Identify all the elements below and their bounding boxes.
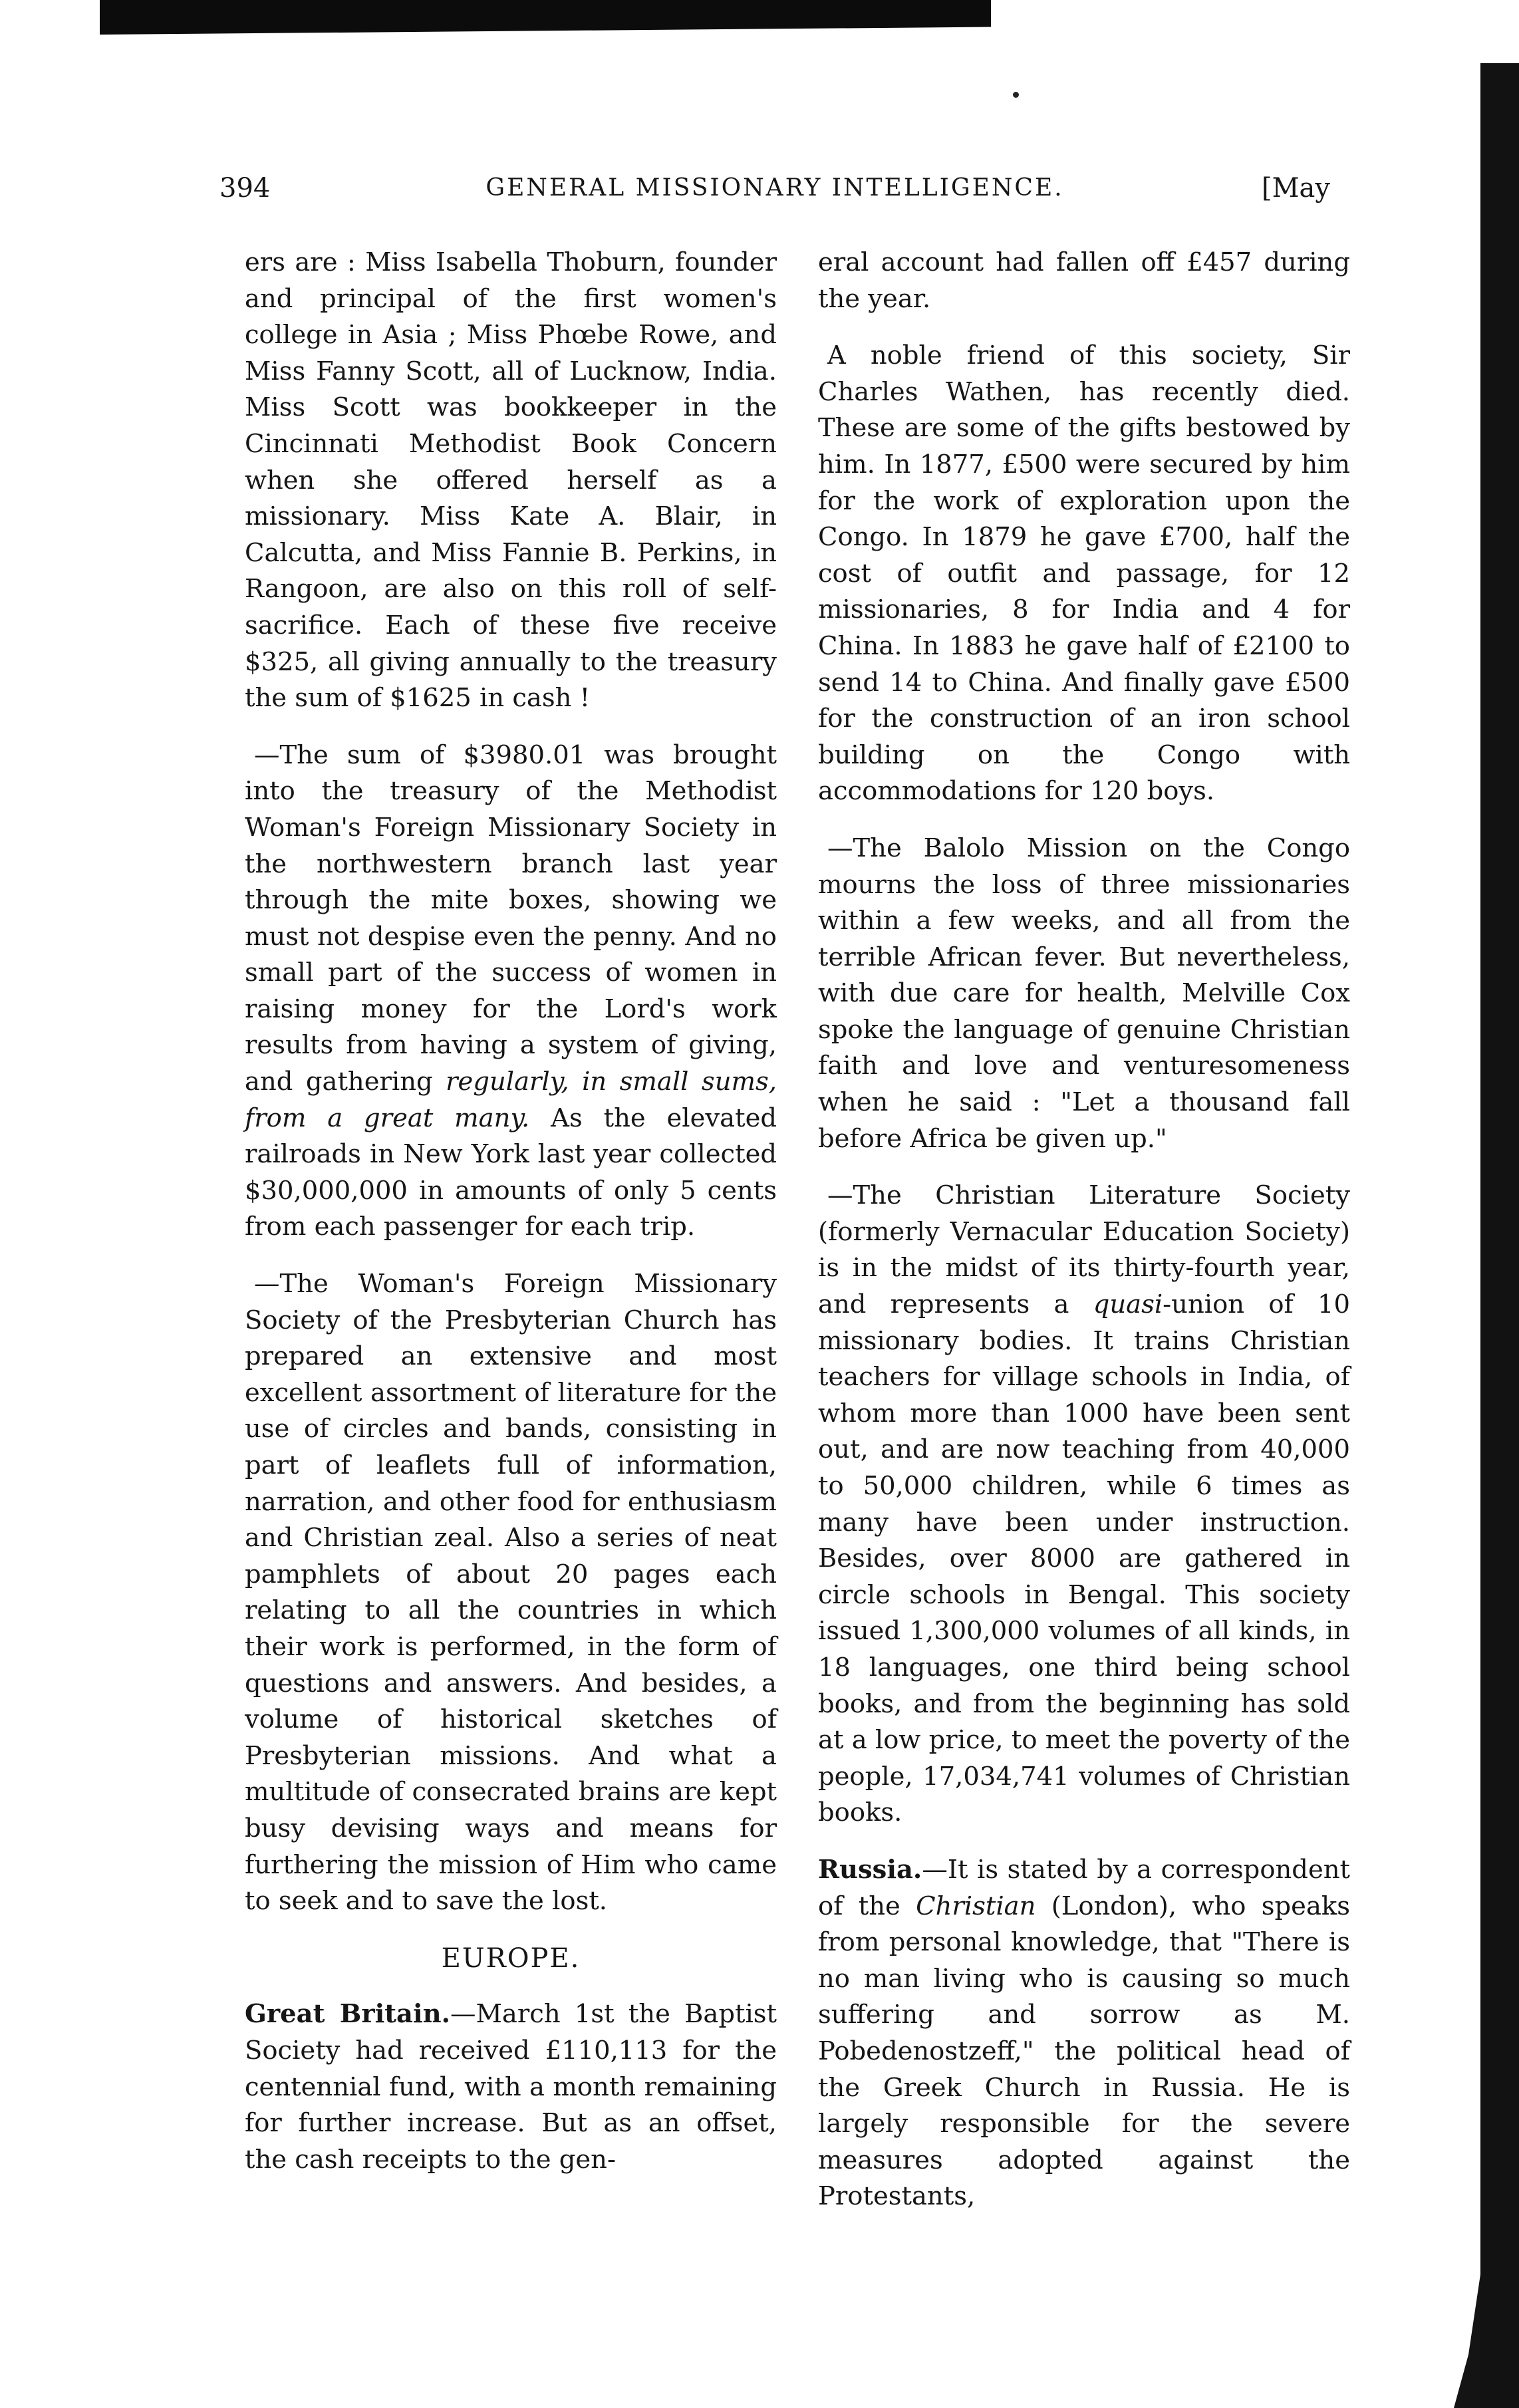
emphasis-run: Christian	[916, 1891, 1036, 1921]
paragraph-great-britain	[245, 1996, 777, 2178]
right-column	[818, 245, 1350, 2236]
running-month: [May	[1261, 173, 1330, 203]
text-run: -union of 10 missionary bodies. It trains Christian teachers for village schools in India, of whom more than 1000 have been sent out, and are now teaching from 40,000 to 50,000 children, while 6 times as many have been under instruction. Besides, over 8000 are gathered in circle schools in Bengal. This society issued 1,300,000 volumes of all kinds, in 18 languages, one third being school books, and from the beginning has sold at a low price, to meet the poverty of the people, 17,034,741 volumes of Christian books.	[818, 1289, 1350, 1828]
scan-binding-shadow	[1480, 63, 1519, 2408]
paragraph-presbyterian-literature: —The Woman's Foreign Missionary Society of the Presbyterian Church has prepared an extensive and most excellent assortment of literature for the use of circles and bands, consisting in part of leaflets full of information, narration, and other food for enthusiasm and Christian zeal. Also a series of neat pamphlets of about 20 pages each relating to all the countries in which their work is performed, in the form of questions and answers. And besides, a volume of historical sketches of Presbyterian missions. And what a multitude of consecrated brains are kept busy devising ways and means for furthering the mission of Him who came to seek and to save the lost.	[245, 1269, 777, 1917]
emphasis-run: regularly, in small sums, from a great many.	[245, 1067, 777, 1133]
paragraph-balolo-mission: —The Balolo Mission on the Congo mourns the loss of three missionaries within a few weeks, and all from the terrible African fever. But nevertheless, with due care for health, Melville Cox spoke the language of genuine Christian faith and love and venturesomeness when he said : "Let a thousand fall before Africa be given up."	[818, 833, 1350, 1154]
left-column	[245, 245, 777, 2199]
text-run: —The sum of $3980.01 was brought into the treasury of the Methodist Woman's Foreign Missionary Society in the northwestern branch last year through the mite boxes, showing we must not despise even the penny. And no small part of the success of women in raising money for the Lord's work results from having a system of giving, and gathering	[245, 739, 777, 1097]
section-heading-europe: EUROPE.	[441, 1942, 581, 1974]
paragraph-mite-boxes	[245, 737, 777, 1246]
text-run: —The Christian Literature Society (formerly Vernacular Education Society) is in the midst of its thirty-fourth year, and represents a	[818, 1180, 1350, 1320]
run-in-heading: Russia.	[818, 1854, 922, 1885]
text-run: —It is stated by a correspondent of the	[818, 1854, 1350, 1921]
paragraph-christian-literature-society	[818, 1178, 1350, 1831]
text-run: As the elevated railroads in New York last year collected $30,000,000 in amounts of only 5 cents from each passenger for each trip.	[245, 1103, 777, 1242]
page-number: 394	[219, 173, 271, 203]
run-in-heading: Great Britain.	[245, 1999, 450, 2030]
running-title: GENERAL MISSIONARY INTELLIGENCE.	[485, 174, 1064, 201]
paragraph-sir-charles-wathen: A noble friend of this society, Sir Charles Wathen, has recently died. These are some of the gifts bestowed by him. In 1877, £500 were secured by him for the work of exploration upon the Congo. In 1879 he gave £700, half the cost of outfit and passage, for 12 missionaries, 8 for India and 4 for China. In 1883 he gave half of £2100 to send 14 to China. And finally gave £500 for the construction of an iron school building on the Congo with accommodations for 120 boys.	[818, 340, 1350, 807]
paragraph-russia	[818, 1852, 1350, 2215]
text-run: (London), who speaks from personal knowledge, that "There is no man living who is causing so much suffering and sorrow as M. Pobedenostzeff," the political head of the Greek Church in Russia. He is largely responsible for the severe measures adopted against the Protestants,	[818, 1891, 1350, 2212]
emphasis-run: quasi	[1093, 1289, 1163, 1320]
scan-binding-fringe	[1454, 2274, 1480, 2408]
scan-edge-bar	[100, 0, 991, 35]
paragraph-general-account: eral account had fallen off £457 during the year.	[818, 247, 1350, 314]
scan-speck	[1013, 92, 1019, 98]
text-run: —March 1st the Baptist Society had received £110,113 for the centennial fund, with a month remaining for further increase. But as an offset, the cash receipts to the gen-	[245, 1999, 777, 2175]
running-head	[219, 165, 1330, 211]
paragraph-women-missionaries: ers are : Miss Isabella Thoburn, founder and principal of the first women's college in Asia ; Miss Phœbe Rowe, and Miss Fanny Scott, all of Lucknow, India. Miss Scott was bookkeeper in the Cincinnati Methodist Book Concern when she offered herself as a missionary. Miss Kate A. Blair, in Calcutta, and Miss Fannie B. Perkins, in Rangoon, are also on this roll of self-sacrifice. Each of these five receive $325, all giving annually to the treasury the sum of $1625 in cash !	[245, 247, 777, 714]
